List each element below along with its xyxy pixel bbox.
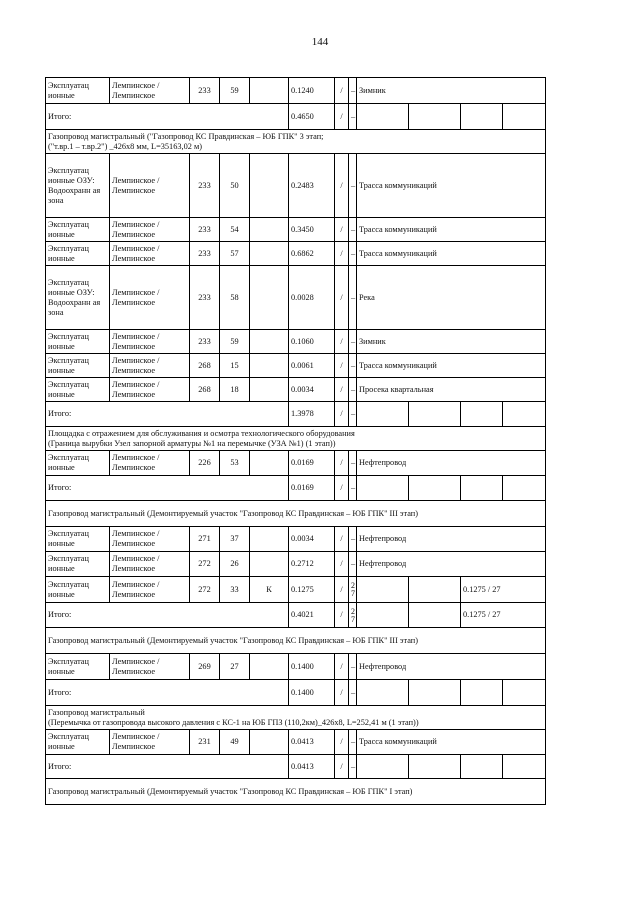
- empty-cell: [409, 603, 461, 628]
- table-row: [46, 451, 546, 476]
- dash-cell: –: [349, 730, 357, 755]
- section-line: Газопровод магистральный (Демонтируемый участок "Газопровод КС Правдинская – ЮБ ГПК" III этап): [46, 628, 546, 654]
- location-cell: Лемпинское / Лемпинское: [110, 354, 190, 378]
- fraction: [351, 608, 355, 624]
- empty-cell: [357, 603, 409, 628]
- total-row: [46, 755, 546, 779]
- plot-cell: 15: [220, 354, 250, 378]
- area-cell: 0.1060: [289, 330, 335, 354]
- slash-cell: /: [335, 755, 349, 779]
- slash-cell: /: [335, 451, 349, 476]
- section-line: Газопровод магистральный: [48, 707, 145, 717]
- area-cell: 0.6862: [289, 242, 335, 266]
- empty-cell: [409, 755, 461, 779]
- empty-cell: [409, 577, 461, 603]
- purpose-cell: Трасса коммуникаций: [357, 218, 546, 242]
- location-cell: Лемпинское / Лемпинское: [110, 218, 190, 242]
- dash-cell: –: [349, 242, 357, 266]
- empty-cell: [461, 680, 503, 706]
- dash-cell: –: [349, 218, 357, 242]
- section-line: Газопровод магистральный (Демонтируемый участок "Газопровод КС Правдинская – ЮБ ГПК" III этап): [46, 501, 546, 527]
- quarter-cell: 231: [190, 730, 220, 755]
- section-line: Газопровод магистральный ("Газопровод КС Правдинская – ЮБ ГПК" 3 этап;: [48, 131, 324, 141]
- location-cell: Лемпинское / Лемпинское: [110, 527, 190, 552]
- table-row: [46, 78, 546, 104]
- land-plots-table: [45, 77, 546, 805]
- total-label: Итого:: [46, 104, 289, 130]
- slash-cell: /: [335, 603, 349, 628]
- purpose-cell: Зимник: [357, 330, 546, 354]
- page-number: 144: [311, 36, 329, 48]
- plot-cell: 50: [220, 154, 250, 218]
- empty-cell: [503, 402, 546, 427]
- area-cell: 0.3450: [289, 218, 335, 242]
- empty-cell: [250, 730, 289, 755]
- purpose-cell: Трасса коммуникаций: [357, 154, 546, 218]
- table-row: [46, 266, 546, 330]
- empty-cell: [357, 104, 409, 130]
- area-cell: 0.1240: [289, 78, 335, 104]
- total-row: [46, 603, 546, 628]
- area-cell: 0.0413: [289, 730, 335, 755]
- quarter-cell: 233: [190, 154, 220, 218]
- purpose-cell: Трасса коммуникаций: [357, 354, 546, 378]
- plot-cell: 27: [220, 654, 250, 680]
- fraction-cell: [349, 577, 357, 603]
- quarter-cell: 268: [190, 354, 220, 378]
- total-area: 0.4650: [289, 104, 335, 130]
- plot-cell: 57: [220, 242, 250, 266]
- total-area: 1.3978: [289, 402, 335, 427]
- dash-cell: –: [349, 154, 357, 218]
- usage-type-cell: Эксплуатац ионные: [46, 552, 110, 577]
- quarter-cell: 269: [190, 654, 220, 680]
- area-cell: 0.0034: [289, 378, 335, 402]
- table-row: [46, 654, 546, 680]
- quarter-cell: 226: [190, 451, 220, 476]
- empty-cell: [409, 476, 461, 501]
- dash-cell: –: [349, 451, 357, 476]
- dash-cell: –: [349, 527, 357, 552]
- slash-cell: /: [335, 330, 349, 354]
- plot-cell: 37: [220, 527, 250, 552]
- empty-cell: [503, 755, 546, 779]
- usage-type-cell: Эксплуатац ионные: [46, 654, 110, 680]
- slash-cell: /: [335, 527, 349, 552]
- area-cell: 0.2712: [289, 552, 335, 577]
- empty-cell: [250, 330, 289, 354]
- usage-type-cell: Эксплуатац ионные: [46, 242, 110, 266]
- section-header: [46, 628, 546, 654]
- section-header: [46, 706, 546, 730]
- plot-cell: 59: [220, 78, 250, 104]
- total-row: [46, 104, 546, 130]
- table-row: [46, 354, 546, 378]
- purpose-cell: Нефтепровод: [357, 654, 546, 680]
- location-cell: Лемпинское / Лемпинское: [110, 266, 190, 330]
- empty-cell: [250, 242, 289, 266]
- plot-cell: 58: [220, 266, 250, 330]
- empty-cell: [461, 402, 503, 427]
- purpose-cell: Нефтепровод: [357, 552, 546, 577]
- empty-cell: [409, 680, 461, 706]
- empty-cell: [503, 476, 546, 501]
- dash-cell: –: [349, 78, 357, 104]
- section-line: (Граница вырубки Узел запорной арматуры №1 на перемычке (УЗА №1) (1 этап)): [48, 438, 336, 448]
- purpose-cell: Зимник: [357, 78, 546, 104]
- location-cell: Лемпинское / Лемпинское: [110, 242, 190, 266]
- usage-type-cell: Эксплуатац ионные: [46, 451, 110, 476]
- section-line: (Перемычка от газопровода высокого давления с КС-1 на ЮБ ГПЗ (110,2км)_426х8, L=252,41 м (1 этап)): [48, 717, 419, 727]
- plot-cell: 33: [220, 577, 250, 603]
- slash-cell: /: [335, 730, 349, 755]
- empty-cell: [461, 476, 503, 501]
- empty-cell: [357, 755, 409, 779]
- dash-cell: –: [349, 266, 357, 330]
- table-row: [46, 527, 546, 552]
- quarter-cell: 272: [190, 577, 220, 603]
- slash-cell: /: [335, 378, 349, 402]
- empty-cell: [461, 104, 503, 130]
- section-header: [46, 130, 546, 154]
- location-cell: Лемпинское / Лемпинское: [110, 330, 190, 354]
- usage-type-cell: Эксплуатац ионные: [46, 78, 110, 104]
- fraction-top: 2: [351, 606, 355, 616]
- area-cell: 0.0061: [289, 354, 335, 378]
- total-row: [46, 402, 546, 427]
- empty-cell: [409, 402, 461, 427]
- fraction-cell: [349, 603, 357, 628]
- area-cell: 0.0034: [289, 527, 335, 552]
- slash-cell: /: [335, 266, 349, 330]
- usage-type-cell: Эксплуатац ионные: [46, 330, 110, 354]
- area-cell: 0.1275: [289, 577, 335, 603]
- location-cell: Лемпинское / Лемпинское: [110, 378, 190, 402]
- slash-cell: /: [335, 680, 349, 706]
- usage-type-cell: Эксплуатац ионные ОЗУ: Водоохранн ая зона: [46, 154, 110, 218]
- table-row: [46, 154, 546, 218]
- area-cell: 0.0169: [289, 451, 335, 476]
- empty-cell: [250, 654, 289, 680]
- total-area: 0.1400: [289, 680, 335, 706]
- dash-cell: –: [349, 354, 357, 378]
- fraction-top: 2: [351, 581, 355, 590]
- section-line: Площадка с отражением для обслуживания и осмотра технологического оборудования: [48, 428, 355, 438]
- plot-cell: 59: [220, 330, 250, 354]
- usage-type-cell: Эксплуатац ионные ОЗУ: Водоохранн ая зона: [46, 266, 110, 330]
- slash-cell: /: [335, 402, 349, 427]
- purpose-cell: Трасса коммуникаций: [357, 242, 546, 266]
- quarter-cell: 233: [190, 266, 220, 330]
- usage-type-cell: Эксплуатац ионные: [46, 527, 110, 552]
- slash-cell: /: [335, 354, 349, 378]
- location-cell: Лемпинское / Лемпинское: [110, 552, 190, 577]
- purpose-cell: Просека квартальная: [357, 378, 546, 402]
- dash-cell: –: [349, 552, 357, 577]
- empty-cell: [461, 755, 503, 779]
- usage-type-cell: Эксплуатац ионные: [46, 378, 110, 402]
- slash-cell: /: [335, 78, 349, 104]
- dash-cell: –: [349, 330, 357, 354]
- slash-cell: /: [335, 154, 349, 218]
- plot-cell: 54: [220, 218, 250, 242]
- usage-type-cell: Эксплуатац ионные: [46, 730, 110, 755]
- total-label: Итого:: [46, 603, 289, 628]
- quarter-cell: 233: [190, 218, 220, 242]
- total-label: Итого:: [46, 402, 289, 427]
- quarter-cell: 233: [190, 242, 220, 266]
- category-cell: К: [250, 577, 289, 603]
- usage-type-cell: Эксплуатац ионные: [46, 354, 110, 378]
- quarter-cell: 233: [190, 78, 220, 104]
- slash-cell: /: [335, 242, 349, 266]
- total-label: Итого:: [46, 680, 289, 706]
- plot-cell: 18: [220, 378, 250, 402]
- dash-cell: –: [349, 755, 357, 779]
- section-line: Газопровод магистральный (Демонтируемый участок "Газопровод КС Правдинская – ЮБ ГПК" I этап): [46, 779, 546, 805]
- slash-cell: /: [335, 476, 349, 501]
- dash-cell: –: [349, 476, 357, 501]
- location-cell: Лемпинское / Лемпинское: [110, 78, 190, 104]
- total-area: 0.4021: [289, 603, 335, 628]
- slash-cell: /: [335, 218, 349, 242]
- purpose-cell: Трасса коммуникаций: [357, 730, 546, 755]
- empty-cell: [357, 402, 409, 427]
- fraction-bottom: 7: [351, 614, 355, 624]
- location-cell: Лемпинское / Лемпинское: [110, 577, 190, 603]
- total-row: [46, 680, 546, 706]
- dash-cell: –: [349, 378, 357, 402]
- empty-cell: [250, 266, 289, 330]
- slash-cell: /: [335, 654, 349, 680]
- fraction-bottom: 7: [351, 589, 355, 598]
- empty-cell: [250, 154, 289, 218]
- plot-cell: 26: [220, 552, 250, 577]
- fraction: [351, 582, 355, 598]
- extra-area-cell: 0.1275 / 27: [461, 577, 546, 603]
- slash-cell: /: [335, 104, 349, 130]
- slash-cell: /: [335, 577, 349, 603]
- area-cell: 0.2483: [289, 154, 335, 218]
- empty-cell: [357, 680, 409, 706]
- location-cell: Лемпинское / Лемпинское: [110, 154, 190, 218]
- total-area: 0.0169: [289, 476, 335, 501]
- quarter-cell: 271: [190, 527, 220, 552]
- empty-cell: [503, 104, 546, 130]
- table-row: [46, 378, 546, 402]
- location-cell: Лемпинское / Лемпинское: [110, 730, 190, 755]
- empty-cell: [250, 552, 289, 577]
- table-row: [46, 330, 546, 354]
- dash-cell: –: [349, 680, 357, 706]
- purpose-cell: Нефтепровод: [357, 527, 546, 552]
- usage-type-cell: Эксплуатац ионные: [46, 577, 110, 603]
- quarter-cell: 272: [190, 552, 220, 577]
- purpose-cell: Нефтепровод: [357, 451, 546, 476]
- section-header: [46, 427, 546, 451]
- quarter-cell: 233: [190, 330, 220, 354]
- table-row: [46, 577, 546, 603]
- total-label: Итого:: [46, 476, 289, 501]
- table-row: [46, 730, 546, 755]
- table-row: [46, 552, 546, 577]
- plot-cell: 53: [220, 451, 250, 476]
- empty-cell: [357, 476, 409, 501]
- table-row: [46, 242, 546, 266]
- empty-cell: [250, 527, 289, 552]
- total-label: Итого:: [46, 755, 289, 779]
- empty-cell: [503, 680, 546, 706]
- dash-cell: –: [349, 104, 357, 130]
- table-row: [46, 218, 546, 242]
- slash-cell: /: [335, 552, 349, 577]
- empty-cell: [250, 451, 289, 476]
- section-line: ("т.вр.1 – т.вр.2") _426х8 мм, L=35163,02 м): [48, 141, 202, 151]
- empty-cell: [409, 104, 461, 130]
- location-cell: Лемпинское / Лемпинское: [110, 451, 190, 476]
- quarter-cell: 268: [190, 378, 220, 402]
- dash-cell: –: [349, 402, 357, 427]
- section-header: [46, 501, 546, 527]
- usage-type-cell: Эксплуатац ионные: [46, 218, 110, 242]
- location-cell: Лемпинское / Лемпинское: [110, 654, 190, 680]
- section-header: [46, 779, 546, 805]
- empty-cell: [357, 577, 409, 603]
- purpose-cell: Река: [357, 266, 546, 330]
- area-cell: 0.0028: [289, 266, 335, 330]
- empty-cell: [250, 218, 289, 242]
- empty-cell: [250, 378, 289, 402]
- area-cell: 0.1400: [289, 654, 335, 680]
- total-row: [46, 476, 546, 501]
- total-area: 0.0413: [289, 755, 335, 779]
- empty-cell: [250, 78, 289, 104]
- plot-cell: 49: [220, 730, 250, 755]
- dash-cell: –: [349, 654, 357, 680]
- extra-area-cell: 0.1275 / 27: [461, 603, 546, 628]
- empty-cell: [250, 354, 289, 378]
